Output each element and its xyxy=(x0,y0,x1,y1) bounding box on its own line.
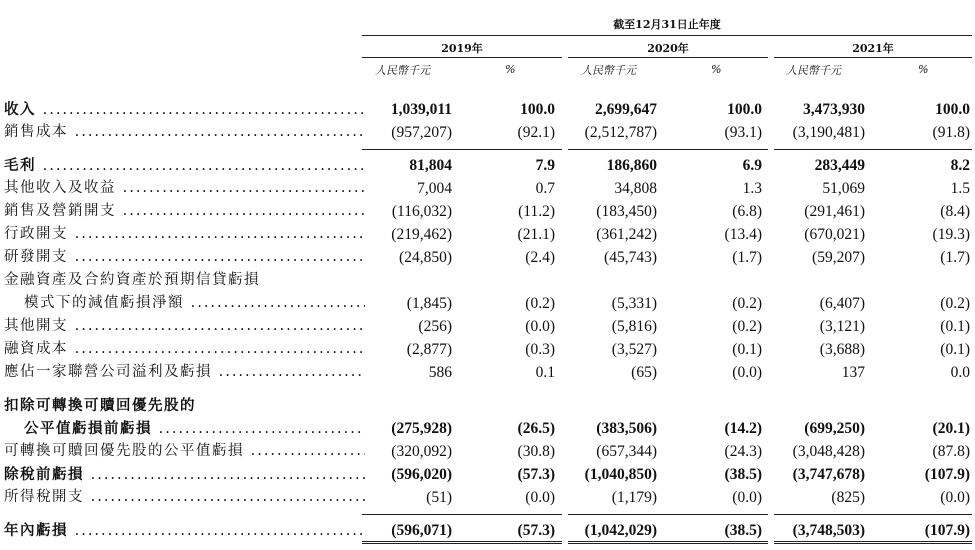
unit-percent-2020: % xyxy=(711,63,722,76)
percent-2020-cell: (13.4) xyxy=(724,226,762,243)
table-row xyxy=(0,394,975,417)
row-label: 其他收入及收益 ..... xyxy=(4,177,365,200)
percent-2021-cell: (107.9) xyxy=(924,466,970,483)
table-row xyxy=(0,154,975,177)
percent-2021-cell: (0.1) xyxy=(940,341,970,358)
subtotal-rule-2019 xyxy=(362,149,562,150)
amount-2019-cell: (116,032) xyxy=(391,203,452,220)
amount-2021-cell: (670,021) xyxy=(804,226,865,243)
table-row xyxy=(0,269,975,292)
percent-2020-cell: (38.5) xyxy=(724,466,762,483)
percent-2021-cell: (0.0) xyxy=(940,489,970,506)
percent-2019-cell: 100.0 xyxy=(520,101,555,118)
row-label: 毛利 ..... xyxy=(4,154,365,178)
percent-2021-cell: (0.2) xyxy=(940,295,970,312)
percent-2021-cell: (20.1) xyxy=(932,420,970,437)
percent-2021-cell: (1.7) xyxy=(940,249,970,266)
percent-2019-cell: (92.1) xyxy=(517,124,555,141)
amount-2020-cell: (183,450) xyxy=(596,203,657,220)
percent-2019-cell: (0.3) xyxy=(525,341,555,358)
table-row xyxy=(0,121,975,144)
unit-percent-2019: % xyxy=(505,63,516,76)
percent-2021-cell: (8.4) xyxy=(940,203,970,220)
percent-2021-cell: (19.3) xyxy=(932,226,970,243)
row-label: 銷售成本 ..... xyxy=(4,121,365,144)
amount-2019-cell: (596,071) xyxy=(391,522,452,539)
amount-2020-cell: (383,506) xyxy=(596,420,657,437)
amount-2020-cell: (361,242) xyxy=(596,226,657,243)
percent-2020-cell: (0.1) xyxy=(732,341,762,358)
amount-2020-cell: 186,860 xyxy=(606,157,657,174)
amount-2020-cell: (657,344) xyxy=(596,443,657,460)
amount-2021-cell: (3,748,503) xyxy=(792,522,865,539)
amount-2021-cell: (6,407) xyxy=(819,295,865,312)
row-label: 研發開支 ..... xyxy=(4,246,365,269)
row-label: 除稅前虧損 ..... xyxy=(4,463,365,487)
amount-2019-cell: (1,845) xyxy=(406,295,452,312)
year-2020: 2020年 xyxy=(647,42,689,55)
row-label: 其他開支 ..... xyxy=(4,315,365,338)
percent-2019-cell: (0.0) xyxy=(525,489,555,506)
row-label: 收入 ..... xyxy=(4,98,365,122)
row-label: 所得稅開支 ..... xyxy=(4,486,365,509)
amount-2020-cell: (1,040,850) xyxy=(584,466,657,483)
amount-2019-cell: 1,039,011 xyxy=(390,101,452,118)
table-row xyxy=(0,519,975,542)
amount-2021-cell: (3,747,678) xyxy=(792,466,865,483)
amount-2019-cell: (596,020) xyxy=(391,466,452,483)
table-row xyxy=(0,417,975,440)
amount-2021-cell: (59,207) xyxy=(812,249,865,266)
row-label: 扣除可轉換可贖回優先股的 xyxy=(4,397,196,414)
amount-2021-cell: 283,449 xyxy=(814,157,865,174)
table-row xyxy=(0,463,975,486)
percent-2021-cell: (87.8) xyxy=(932,443,970,460)
percent-2020-cell: 1.3 xyxy=(742,180,762,197)
percent-2019-cell: (11.2) xyxy=(518,203,555,220)
percent-2020-cell: (24.3) xyxy=(724,443,762,460)
row-label: 融資成本 ..... xyxy=(4,338,365,361)
table-row xyxy=(0,223,975,246)
amount-2020-cell: 2,699,647 xyxy=(595,101,657,118)
percent-2020-cell: (0.2) xyxy=(732,295,762,312)
table-row xyxy=(0,98,975,121)
table-row xyxy=(0,315,975,338)
amount-2019-cell: (320,092) xyxy=(391,443,452,460)
row-label: 金融資產及合約資產於預期信貸虧損 xyxy=(4,272,260,288)
row-label: 行政開支 ..... xyxy=(4,223,365,246)
amount-2021-cell: (291,461) xyxy=(804,203,865,220)
amount-2021-cell: 137 xyxy=(841,364,865,381)
row-label: 模式下的減值虧損淨額 ..... xyxy=(24,292,365,315)
final-double-rule-2020 xyxy=(568,541,768,544)
amount-2021-cell: (3,048,428) xyxy=(792,443,865,460)
amount-2019-cell: 7,004 xyxy=(417,180,452,197)
percent-2019-cell: 0.7 xyxy=(535,180,555,197)
amount-2019-cell: (2,877) xyxy=(406,341,452,358)
amount-2021-cell: (699,250) xyxy=(804,420,865,437)
table-row xyxy=(0,361,975,384)
amount-2020-cell: (5,331) xyxy=(611,295,657,312)
percent-2021-cell: (0.1) xyxy=(940,318,970,335)
table-row xyxy=(0,177,975,200)
percent-2020-cell: (0.0) xyxy=(732,364,762,381)
percent-2021-cell: 100.0 xyxy=(935,101,970,118)
subtotal-rule-2020 xyxy=(568,149,768,150)
amount-2019-cell: (957,207) xyxy=(391,124,452,141)
percent-2020-cell: (93.1) xyxy=(724,124,762,141)
amount-2021-cell: (3,688) xyxy=(819,341,865,358)
row-label: 可轉換可贖回優先股的公平值虧損 ..... xyxy=(4,440,365,463)
year-2021: 2021年 xyxy=(852,42,894,55)
table-row xyxy=(0,292,975,315)
percent-2019-cell: (57.3) xyxy=(517,466,555,483)
period-title: 截至12月31日止年度 xyxy=(613,18,721,31)
percent-2019-cell: (0.2) xyxy=(525,295,555,312)
total-rule-2019 xyxy=(362,514,562,515)
percent-2020-cell: (6.8) xyxy=(732,203,762,220)
percent-2020-cell: (38.5) xyxy=(724,522,762,539)
percent-2021-cell: 8.2 xyxy=(950,157,970,174)
year-2019: 2019年 xyxy=(441,42,483,55)
amount-2021-cell: 3,473,930 xyxy=(803,101,865,118)
amount-2021-cell: (3,121) xyxy=(819,318,865,335)
row-label: 公平值虧損前虧損 ..... xyxy=(24,417,365,441)
row-label: 年內虧損 ..... xyxy=(4,519,365,543)
table-row xyxy=(0,486,975,509)
percent-2021-cell: (107.9) xyxy=(924,522,970,539)
amount-2020-cell: (3,527) xyxy=(611,341,657,358)
percent-2019-cell: (0.0) xyxy=(525,318,555,335)
amount-2020-cell: (65) xyxy=(631,364,657,381)
final-double-rule-2019 xyxy=(362,541,562,544)
percent-2019-cell: (26.5) xyxy=(517,420,555,437)
percent-2019-cell: (21.1) xyxy=(517,226,555,243)
subtotal-rule-2021 xyxy=(774,149,972,150)
amount-2020-cell: 34,808 xyxy=(614,180,657,197)
amount-2019-cell: (219,462) xyxy=(391,226,452,243)
percent-2020-cell: (1.7) xyxy=(732,249,762,266)
percent-2020-cell: 100.0 xyxy=(727,101,762,118)
table-row xyxy=(0,440,975,463)
total-rule-2021 xyxy=(774,514,972,515)
unit-amount-2019: 人民幣千元 xyxy=(375,64,430,77)
amount-2020-cell: (1,179) xyxy=(611,489,657,506)
percent-2020-cell: 6.9 xyxy=(742,157,762,174)
unit-amount-2020: 人民幣千元 xyxy=(581,64,636,77)
amount-2019-cell: 81,804 xyxy=(409,157,452,174)
unit-percent-2021: % xyxy=(918,63,929,76)
amount-2021-cell: 51,069 xyxy=(822,180,865,197)
amount-2019-cell: (51) xyxy=(426,489,452,506)
amount-2019-cell: (256) xyxy=(418,318,452,335)
amount-2019-cell: (24,850) xyxy=(399,249,452,266)
percent-2020-cell: (0.0) xyxy=(732,489,762,506)
amount-2019-cell: (275,928) xyxy=(391,420,452,437)
percent-2019-cell: (30.8) xyxy=(517,443,555,460)
percent-2019-cell: 7.9 xyxy=(535,157,555,174)
total-rule-2020 xyxy=(568,514,768,515)
amount-2020-cell: (1,042,029) xyxy=(584,522,657,539)
row-label: 銷售及營銷開支 ..... xyxy=(4,200,365,223)
percent-2019-cell: 0.1 xyxy=(535,364,555,381)
percent-2021-cell: 1.5 xyxy=(950,180,970,197)
amount-2021-cell: (3,190,481) xyxy=(792,124,865,141)
table-row xyxy=(0,338,975,361)
percent-2021-cell: 0.0 xyxy=(950,364,970,381)
percent-2021-cell: (91.8) xyxy=(932,124,970,141)
amount-2019-cell: 586 xyxy=(428,364,452,381)
percent-2020-cell: (14.2) xyxy=(724,420,762,437)
amount-2020-cell: (5,816) xyxy=(611,318,657,335)
percent-2019-cell: (2.4) xyxy=(525,249,555,266)
row-label: 應佔一家聯營公司溢利及虧損 ..... xyxy=(4,361,365,384)
table-row xyxy=(0,200,975,223)
final-double-rule-2021 xyxy=(774,541,972,544)
amount-2021-cell: (825) xyxy=(831,489,865,506)
unit-amount-2021: 人民幣千元 xyxy=(786,64,841,77)
amount-2020-cell: (45,743) xyxy=(604,249,657,266)
percent-2020-cell: (0.2) xyxy=(732,318,762,335)
percent-2019-cell: (57.3) xyxy=(517,522,555,539)
amount-2020-cell: (2,512,787) xyxy=(584,124,657,141)
table-row xyxy=(0,246,975,269)
